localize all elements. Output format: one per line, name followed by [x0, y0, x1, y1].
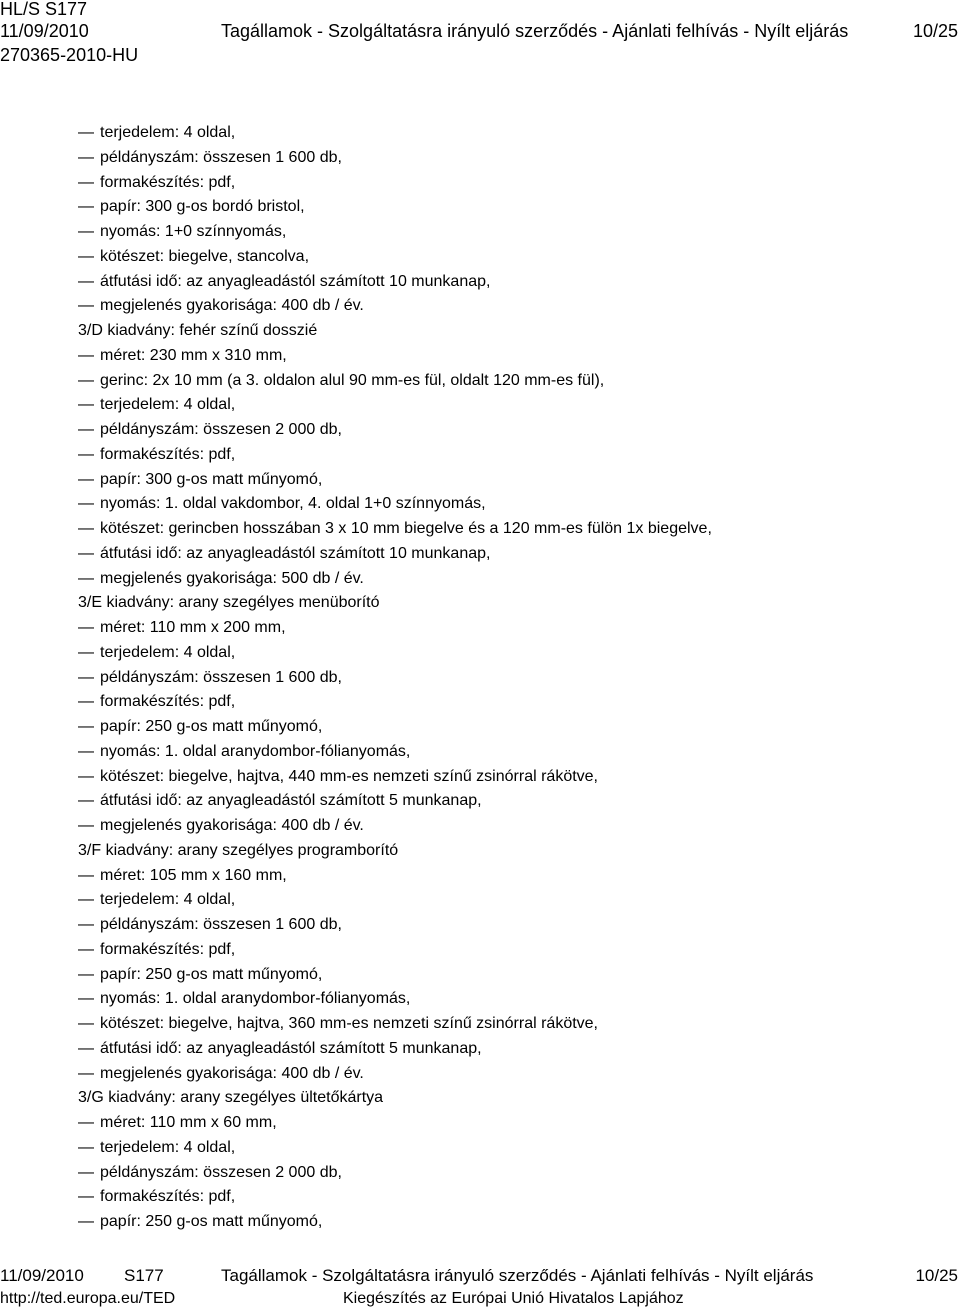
line-text: megjelenés gyakorisága: 500 db / év.: [100, 569, 364, 587]
header-page-number: 10/25: [912, 21, 958, 41]
em-dash-bullet: —: [78, 990, 94, 1008]
header-doc-id: HL/S S177: [0, 0, 88, 19]
list-item: [78, 864, 712, 889]
list-item: [78, 468, 712, 493]
line-text: 3/E kiadvány: arany szegélyes menüborító: [78, 594, 380, 612]
line-text: 3/F kiadvány: arany szegélyes programborító: [78, 841, 399, 859]
line-text: átfutási idő: az anyagleadástól számított 10 munkanap,: [100, 544, 491, 562]
line-text: kötészet: biegelve, hajtva, 360 mm-es nemzeti színű zsinórral rákötve,: [100, 1015, 598, 1032]
em-dash-bullet: —: [78, 965, 94, 983]
list-item: [78, 765, 712, 790]
line-text: gerinc: 2x 10 mm (a 3. oldalon alul 90 mm-es fül, oldalt 120 mm-es fül),: [100, 371, 605, 389]
em-dash-bullet: —: [78, 173, 94, 191]
list-item: [78, 715, 712, 740]
em-dash-bullet: —: [78, 742, 94, 760]
line-text: papír: 300 g-os matt műnyomó,: [100, 470, 323, 488]
header-title: Tagállamok - Szolgáltatásra irányuló szerződés - Ajánlati felhívás - Nyílt eljárás: [221, 21, 849, 41]
list-item: [78, 245, 712, 270]
list-item: [78, 542, 712, 567]
list-item: [78, 1111, 712, 1136]
em-dash-bullet: —: [78, 470, 94, 488]
list-item: [78, 443, 712, 468]
line-text: terjedelem: 4 oldal,: [100, 396, 236, 414]
list-item: [78, 220, 712, 245]
list-item: [78, 963, 712, 988]
em-dash-bullet: —: [78, 544, 94, 562]
line-text: példányszám: összesen 1 600 db,: [100, 668, 342, 686]
em-dash-bullet: —: [78, 198, 94, 216]
line-text: papír: 250 g-os matt műnyomó,: [100, 718, 323, 735]
em-dash-bullet: —: [78, 445, 94, 463]
line-text: nyomás: 1. oldal aranydombor-fólianyomás,: [100, 742, 411, 760]
line-text: papír: 250 g-os matt műnyomó,: [100, 965, 323, 983]
line-text: 3/G kiadvány: arany szegélyes ültetőkártya: [78, 1089, 384, 1107]
line-text: nyomás: 1. oldal vakdombor, 4. oldal 1+0 színnyomás,: [100, 495, 486, 513]
line-text: papír: 250 g-os matt műnyomó,: [100, 1213, 323, 1230]
em-dash-bullet: —: [78, 272, 94, 290]
em-dash-bullet: —: [78, 1138, 94, 1156]
em-dash-bullet: —: [78, 421, 94, 438]
line-text: példányszám: összesen 1 600 db,: [100, 148, 342, 166]
section-heading: [78, 839, 712, 864]
footer-page-number: 10/25: [915, 1266, 958, 1285]
footer-publication: Kiegészítés az Európai Unió Hivatalos Lapjához: [343, 1290, 684, 1307]
line-text: formakészítés: pdf,: [100, 445, 236, 463]
em-dash-bullet: —: [78, 1188, 94, 1206]
em-dash-bullet: —: [78, 124, 94, 141]
em-dash-bullet: —: [78, 1015, 94, 1032]
list-item: [78, 567, 712, 592]
list-item: [78, 418, 712, 443]
footer-series: S177: [124, 1266, 164, 1285]
list-item: [78, 121, 712, 146]
em-dash-bullet: —: [78, 817, 94, 834]
line-text: formakészítés: pdf,: [100, 173, 236, 191]
line-text: nyomás: 1. oldal aranydombor-fólianyomás,: [100, 990, 411, 1008]
line-text: példányszám: összesen 1 600 db,: [100, 916, 342, 933]
em-dash-bullet: —: [78, 940, 94, 958]
em-dash-bullet: —: [78, 891, 94, 909]
list-item: [78, 641, 712, 666]
list-item: [78, 517, 712, 542]
em-dash-bullet: —: [78, 767, 94, 785]
list-item: [78, 294, 712, 319]
list-item: [78, 690, 712, 715]
em-dash-bullet: —: [78, 297, 94, 315]
line-text: átfutási idő: az anyagleadástól számított 5 munkanap,: [100, 1039, 482, 1057]
em-dash-bullet: —: [78, 148, 94, 166]
em-dash-bullet: —: [78, 495, 94, 513]
line-text: terjedelem: 4 oldal,: [100, 124, 236, 141]
em-dash-bullet: —: [78, 619, 94, 636]
list-item: [78, 1037, 712, 1062]
em-dash-bullet: —: [78, 371, 94, 389]
list-item: [78, 1062, 712, 1087]
header-notice-number: 270365-2010-HU: [0, 45, 139, 65]
list-item: [78, 393, 712, 418]
line-text: formakészítés: pdf,: [100, 1188, 236, 1206]
line-text: 3/D kiadvány: fehér színű dosszié: [78, 322, 318, 339]
section-heading: [78, 591, 712, 616]
line-text: kötészet: biegelve, stancolva,: [100, 247, 310, 265]
list-item: [78, 171, 712, 196]
list-item: [78, 987, 712, 1012]
document-body: [78, 121, 712, 1235]
list-item: [78, 789, 712, 814]
line-text: nyomás: 1+0 színnyomás,: [100, 223, 287, 240]
list-item: [78, 616, 712, 641]
list-item: [78, 740, 712, 765]
list-item: [78, 1210, 712, 1235]
section-heading: [78, 319, 712, 344]
em-dash-bullet: —: [78, 916, 94, 933]
list-item: [78, 913, 712, 938]
em-dash-bullet: —: [78, 569, 94, 587]
line-text: kötészet: biegelve, hajtva, 440 mm-es nemzeti színű zsinórral rákötve,: [100, 767, 598, 785]
line-text: megjelenés gyakorisága: 400 db / év.: [100, 817, 364, 834]
list-item: [78, 888, 712, 913]
list-item: [78, 1012, 712, 1037]
line-text: megjelenés gyakorisága: 400 db / év.: [100, 1064, 364, 1082]
list-item: [78, 344, 712, 369]
header-date: 11/09/2010: [0, 21, 89, 41]
em-dash-bullet: —: [78, 643, 94, 661]
list-item: [78, 146, 712, 171]
line-text: kötészet: gerincben hosszában 3 x 10 mm biegelve és a 120 mm-es fülön 1x biegelve,: [100, 520, 712, 537]
em-dash-bullet: —: [78, 223, 94, 240]
list-item: [78, 492, 712, 517]
em-dash-bullet: —: [78, 396, 94, 414]
em-dash-bullet: —: [78, 668, 94, 686]
line-text: megjelenés gyakorisága: 400 db / év.: [100, 297, 364, 315]
list-item: [78, 1161, 712, 1186]
line-text: méret: 110 mm x 60 mm,: [100, 1114, 277, 1131]
em-dash-bullet: —: [78, 520, 94, 537]
line-text: terjedelem: 4 oldal,: [100, 1138, 236, 1156]
em-dash-bullet: —: [78, 718, 94, 735]
list-item: [78, 938, 712, 963]
list-item: [78, 270, 712, 295]
footer-url-link[interactable]: http://ted.europa.eu/TED: [0, 1290, 176, 1307]
line-text: példányszám: összesen 2 000 db,: [100, 421, 342, 438]
list-item: [78, 1136, 712, 1161]
list-item: [78, 369, 712, 394]
list-item: [78, 1185, 712, 1210]
line-text: méret: 105 mm x 160 mm,: [100, 866, 287, 884]
section-heading: [78, 1086, 712, 1111]
em-dash-bullet: —: [78, 1114, 94, 1131]
list-item: [78, 814, 712, 839]
line-text: méret: 230 mm x 310 mm,: [100, 346, 287, 364]
em-dash-bullet: —: [78, 247, 94, 265]
line-text: terjedelem: 4 oldal,: [100, 643, 236, 661]
footer-title: Tagállamok - Szolgáltatásra irányuló szerződés - Ajánlati felhívás - Nyílt eljárás: [221, 1266, 814, 1285]
em-dash-bullet: —: [78, 1163, 94, 1181]
line-text: átfutási idő: az anyagleadástól számított 5 munkanap,: [100, 792, 482, 810]
em-dash-bullet: —: [78, 792, 94, 810]
line-text: papír: 300 g-os bordó bristol,: [100, 198, 305, 216]
line-text: terjedelem: 4 oldal,: [100, 891, 236, 909]
list-item: [78, 195, 712, 220]
list-item: [78, 666, 712, 691]
line-text: példányszám: összesen 2 000 db,: [100, 1163, 342, 1181]
footer-date: 11/09/2010: [0, 1266, 84, 1285]
em-dash-bullet: —: [78, 1064, 94, 1082]
line-text: formakészítés: pdf,: [100, 940, 236, 958]
em-dash-bullet: —: [78, 346, 94, 364]
em-dash-bullet: —: [78, 693, 94, 711]
em-dash-bullet: —: [78, 1039, 94, 1057]
em-dash-bullet: —: [78, 1213, 94, 1230]
em-dash-bullet: —: [78, 866, 94, 884]
line-text: méret: 110 mm x 200 mm,: [100, 619, 286, 636]
line-text: átfutási idő: az anyagleadástól számított 10 munkanap,: [100, 272, 491, 290]
line-text: formakészítés: pdf,: [100, 693, 236, 711]
